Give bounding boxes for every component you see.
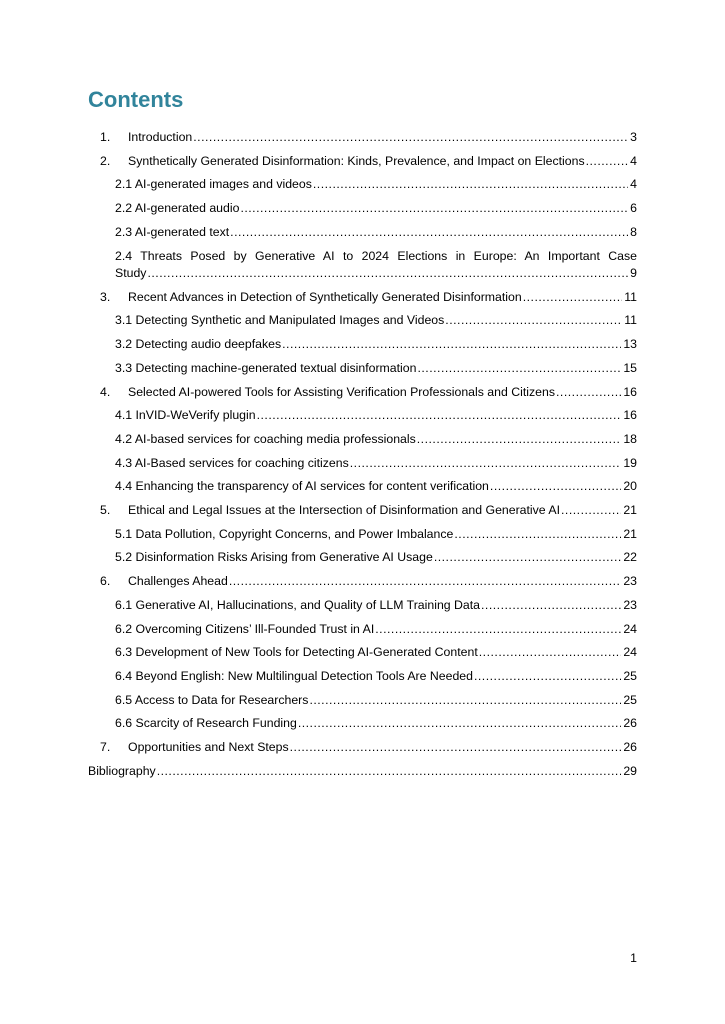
toc-entry-text: Bibliography <box>88 763 156 778</box>
toc-entry-number: 6. <box>100 574 111 589</box>
toc-entry-page: 21 <box>623 503 637 517</box>
toc-entry-page: 15 <box>623 360 637 375</box>
toc-entry-number: 2. <box>100 153 111 168</box>
toc-entry-page: 8 <box>630 224 637 239</box>
toc-entry-text: Challenges Ahead <box>128 574 228 589</box>
toc-entry-page: 13 <box>623 337 637 352</box>
toc-entry-text: 4.1 InVID-WeVerify plugin <box>115 408 256 423</box>
toc-entry-text: 6.5 Access to Data for Researchers <box>115 692 309 707</box>
toc-entry-text: 4.2 AI-based services for coaching media professionals <box>115 431 416 446</box>
toc-dot-leader <box>417 431 622 447</box>
toc-entry-page: 11 <box>624 313 637 328</box>
toc-entry-page: 3 <box>630 130 637 144</box>
toc-dot-leader <box>230 224 628 240</box>
toc-entry-text: 4.4 Enhancing the transparency of AI services for content verification <box>115 479 489 494</box>
toc-dot-leader <box>474 668 621 684</box>
toc-dot-leader <box>523 289 623 305</box>
toc-entry-page: 25 <box>623 692 637 707</box>
toc-entry-page: 16 <box>623 408 637 423</box>
toc-dot-leader <box>490 478 621 494</box>
toc-dot-leader <box>282 336 621 352</box>
toc-entry-page: 26 <box>623 716 637 731</box>
page-number: 1 <box>630 951 637 965</box>
toc-entry-number: 5. <box>100 503 111 517</box>
toc-entry-text: 3.2 Detecting audio deepfakes <box>115 337 282 352</box>
toc-entry-text: 4.3 AI-Based services for coaching citizens <box>115 455 349 470</box>
toc-entry-text: 6.1 Generative AI, Hallucinations, and Quality of LLM Training Data <box>115 597 481 612</box>
toc-dot-leader <box>445 312 622 328</box>
toc-entry-text: 2.2 AI-generated audio <box>115 201 240 216</box>
toc-entry-text: Ethical and Legal Issues at the Intersection of Disinformation and Generative AI <box>128 503 561 517</box>
toc-entry-page: 25 <box>623 668 637 683</box>
toc-entry-text: 6.3 Development of New Tools for Detecting AI-Generated Content <box>115 645 478 660</box>
toc-entry-page: 26 <box>623 740 637 754</box>
toc-dot-leader <box>561 502 621 518</box>
toc-entry-text: Introduction <box>128 130 193 144</box>
toc-entry-page: 23 <box>623 574 637 589</box>
toc-dot-leader <box>309 692 621 708</box>
toc-entry-text: Opportunities and Next Steps <box>128 740 289 754</box>
toc-entry-page: 4 <box>630 177 637 192</box>
toc-dot-leader <box>481 597 621 613</box>
toc-entry-text-line1: 2.4 Threats Posed by Generative AI to 2024 Elections in Europe: An Important Case <box>115 248 637 263</box>
toc-entry-page: 19 <box>623 455 637 470</box>
toc-dot-leader <box>290 739 622 755</box>
toc-entry-text: 2.3 AI-generated text <box>115 224 230 239</box>
toc-entry-page: 24 <box>623 621 637 636</box>
toc-entry-text: 6.4 Beyond English: New Multilingual Detection Tools Are Needed <box>115 668 473 683</box>
toc-entry-page: 23 <box>623 597 637 612</box>
toc-dot-leader <box>229 573 621 589</box>
toc-entry-text: 6.6 Scarcity of Research Funding <box>115 716 297 731</box>
toc-entry-text: Study <box>115 266 147 280</box>
toc-dot-leader <box>147 265 628 281</box>
toc-dot-leader <box>257 407 622 423</box>
toc-dot-leader <box>298 715 622 731</box>
toc-entry-number: 3. <box>100 289 111 304</box>
toc-dot-leader <box>313 176 628 192</box>
toc-dot-leader <box>556 384 621 400</box>
toc-entry-number: 4. <box>100 384 111 399</box>
toc-dot-leader <box>157 763 622 779</box>
toc-entry-page: 29 <box>623 763 637 778</box>
toc-entry-text: 5.1 Data Pollution, Copyright Concerns, and Power Imbalance <box>115 526 454 541</box>
toc-entry-text: Recent Advances in Detection of Synthetically Generated Disinformation <box>128 289 522 304</box>
toc-entry-page: 20 <box>623 479 637 494</box>
page-title: Contents <box>88 87 184 112</box>
toc-entry-text: Selected AI-powered Tools for Assisting Verification Professionals and Citizens <box>128 384 555 399</box>
toc-entry-page: 16 <box>623 384 637 399</box>
toc-entry-page: 18 <box>623 431 637 446</box>
toc-dot-leader <box>479 644 622 660</box>
toc-entry-number: 7. <box>100 740 111 754</box>
toc-dot-leader <box>454 526 621 542</box>
toc-dot-leader <box>375 621 621 637</box>
toc-dot-leader <box>240 200 628 216</box>
toc-entry-page: 11 <box>624 289 637 304</box>
toc-entry-page: 9 <box>630 266 637 280</box>
toc-entry-page: 6 <box>630 201 637 216</box>
toc-dot-leader <box>350 455 622 471</box>
toc-entry-text: 2.1 AI-generated images and videos <box>115 177 312 192</box>
toc-entry-page: 22 <box>623 550 637 565</box>
toc-entry-number: 1. <box>100 130 111 144</box>
toc-entry-text: 3.3 Detecting machine-generated textual disinformation <box>115 360 417 375</box>
toc-entry-text: Synthetically Generated Disinformation: Kinds, Prevalence, and Impact on Elections <box>128 153 585 168</box>
toc-dot-leader <box>193 129 628 145</box>
toc-entry-text: 3.1 Detecting Synthetic and Manipulated Images and Videos <box>115 313 445 328</box>
toc-dot-leader <box>434 549 622 565</box>
toc-entry-page: 21 <box>623 526 637 541</box>
toc-entry-text: 6.2 Overcoming Citizens’ Ill-Founded Trust in AI <box>115 621 375 636</box>
toc-entry-text: 5.2 Disinformation Risks Arising from Generative AI Usage <box>115 550 433 565</box>
toc-entry-page: 4 <box>630 153 637 168</box>
toc-entry-page: 24 <box>623 645 637 660</box>
toc-dot-leader <box>586 153 629 169</box>
toc-dot-leader <box>417 360 621 376</box>
